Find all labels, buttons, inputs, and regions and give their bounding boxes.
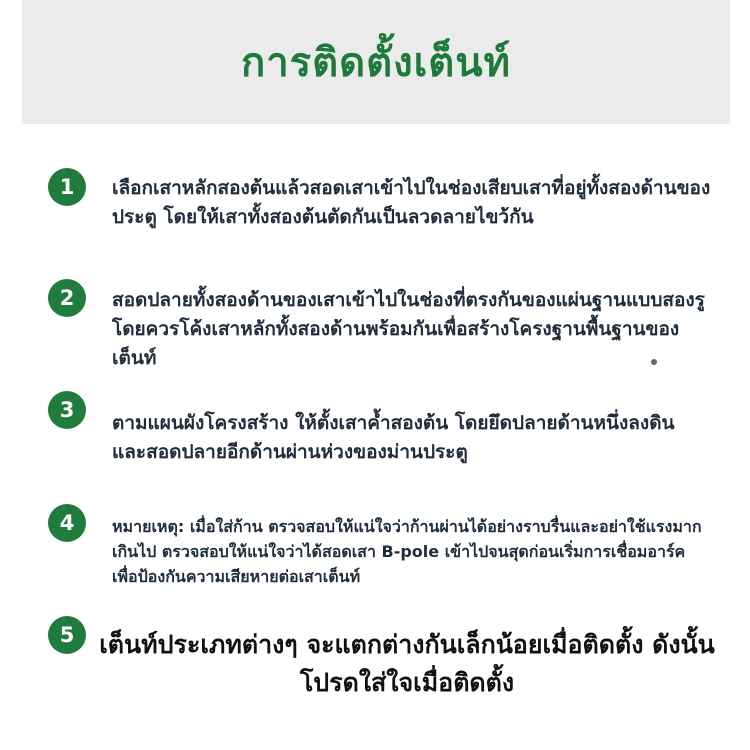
- page-title: การติดตั้งเต็นท์: [241, 40, 511, 86]
- step-number-badge: 2: [48, 279, 86, 317]
- step-number-badge: 4: [48, 504, 86, 542]
- step-text: ตามแผนผังโครงสร้าง ให้ตั้งเสาค้ำสองต้น โดยยึดปลายด้านหนึ่งลงดิน และสอดปลายอีกด้านผ่านห่วงของม่านประตู: [112, 412, 675, 463]
- step-text: เต็นท์ประเภทต่างๆ จะแตกต่างกันเล็กน้อยเมื่อติดตั้ง ดังนั้นโปรดใส่ใจเมื่อติดตั้ง: [99, 630, 715, 697]
- step-number-badge: 1: [48, 168, 86, 206]
- step-number-badge: 3: [48, 391, 86, 429]
- header-banner: [22, 0, 730, 124]
- step-number-badge: 5: [48, 616, 86, 654]
- decorative-dot: [651, 359, 657, 365]
- step-text: เลือกเสาหลักสองต้นแล้วสอดเสาเข้าไปในช่องเสียบเสาที่อยู่ทั้งสองด้านของประตู โดยให้เสาทั้งสองต้นตัดกันเป็นลวดลายไขว้กัน: [112, 177, 711, 228]
- step-text: หมายเหตุ: เมื่อใส่ก้าน ตรวจสอบให้แน่ใจว่าก้านผ่านได้อย่างราบรื่นและอย่าใช้แรงมากเกินไป ตรวจสอบให้แน่ใจว่าได้สอดเสา B-pole เข้าไปจนสุดก่อนเริ่มการเชื่อมอาร์ค เพื่อป้องกันความเสียหายต่อเสาเต็นท์: [112, 517, 702, 586]
- step-text: สอดปลายทั้งสองด้านของเสาเข้าไปในช่องที่ตรงกันของแผ่นฐานแบบสองรู โดยควรโค้งเสาหลักทั้งสองด้านพร้อมกันเพื่อสร้างโครงฐานพื้นฐานของเต็นท์: [112, 289, 705, 369]
